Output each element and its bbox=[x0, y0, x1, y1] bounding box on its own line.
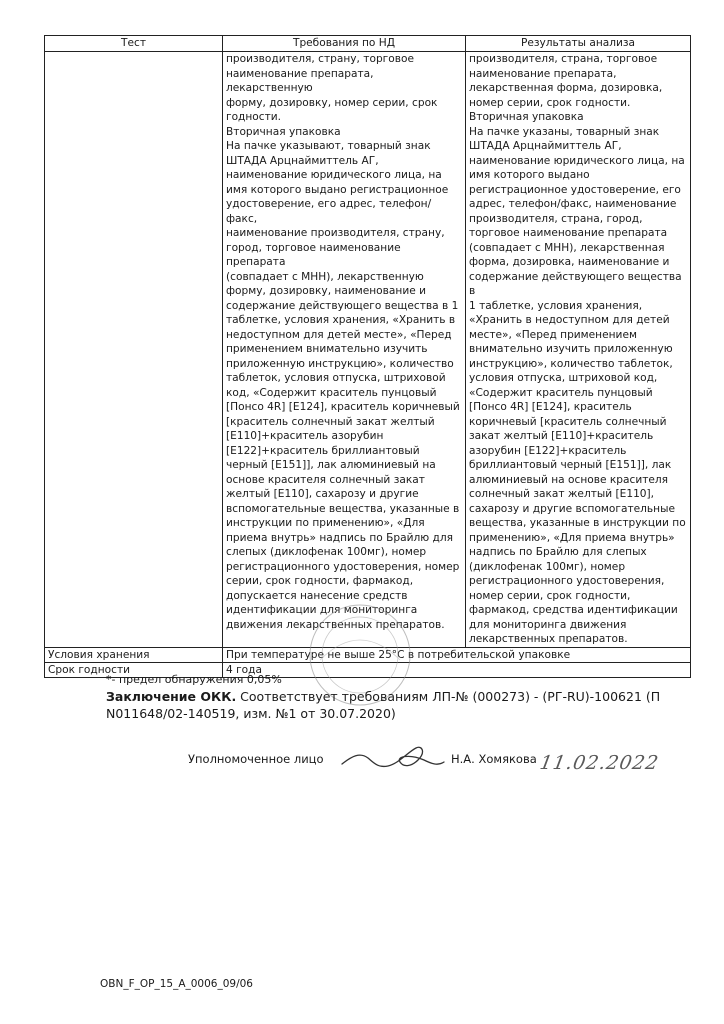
conclusion-text: Соответствует требованиям ЛП-№ (000273) - (РГ-RU)-100621 (П N011648/02-140519, изм. №1 от 30.07.2020) bbox=[106, 689, 661, 721]
cell-storage-test: Условия хранения bbox=[45, 647, 223, 662]
signer-name: Н.А. Хомякова bbox=[451, 752, 537, 766]
requirements-text: производителя, страну, торговое наименование препарата, лекарственную форму, дозировку, номер серии, срок годности. Вторичная упаковка На пачке указывают, товарный знак ШТАДА Арцнаймиттель АГ, наименование юридического лица, на имя которого выдано регистрационное удостоверение, его адрес, телефон/факс, наименование производителя, страну, город, торговое наименование препарата (совпадает с МНН), лекарственную форму, дозировку, наименование и содержание действующего вещества в 1 таблетке, условия хранения, «Хранить в недоступном для детей месте», «Перед применением внимательно изучить приложенную инструкцию», количество таблеток, условия отпуска, штриховой код, «Содержит краситель пунцовый [Понсо 4R] [E124], краситель коричневый [краситель солнечный закат желтый [E110]+краситель азорубин [E122]+краситель бриллиантовый черный [E151]], лак алюминиевый на основе красителя солнечный закат желтый [E110], сахарозу и другие вспомогательные вещества, указанные в инструкции по применению», «Для приема внутрь» надпись по Брайлю для слепых (диклофенак 100мг), номер регистрационного удостоверения, номер серии, срок годности, фармакод, допускается нанесение средств идентификации для мониторинга движения лекарственных препаратов. bbox=[226, 53, 460, 631]
cell-shelf-life-test: Срок годности bbox=[45, 662, 223, 677]
results-text: производителя, страна, торговое наименование препарата, лекарственная форма, дозировка, номер серии, срок годности. Вторичная упаковка На пачке указаны, товарный знак ШТАДА Арцнаймиттель АГ, наименование юридического лица, на имя которого выдано регистрационное удостоверение, его адрес, телефон/факс, наименование производителя, страна, город, торговое наименование препарата (совпадает с МНН), лекарственная форма, дозировка, наименование и содержание действующего вещества в 1 таблетке, условия хранения, «Хранить в недоступном для детей месте», «Перед применением внимательно изучить приложенную инструкцию», количество таблеток, условия отпуска, штриховой код, «Содержит краситель пунцовый [Понсо 4R] [E124], краситель коричневый [краситель солнечный закат желтый [E110]+краситель азорубин [E122]+краситель бриллиантовый черный [E151]], лак алюминиевый на основе красителя солнечный закат желтый [E110], сахарозу и другие вспомогательные вещества, указанные в инструкции по применению», «Для приема внутрь» надпись по Брайлю для слепых (диклофенак 100мг), номер регистрационного удостоверения, номер серии, срок годности, фармакод, средства идентификации для мониторинга движения лекарственных препаратов. bbox=[469, 53, 686, 645]
table-header-row bbox=[45, 36, 691, 52]
handwritten-date: 11.02.2022 bbox=[538, 752, 661, 774]
table-row-packaging bbox=[45, 52, 691, 648]
signer-role: Уполномоченное лицо bbox=[188, 752, 324, 766]
signature-icon bbox=[338, 738, 448, 778]
cell-test-empty bbox=[45, 52, 223, 648]
header-requirements: Требования по НД bbox=[223, 36, 466, 52]
cell-storage-value: При температуре не выше 25°С в потребительской упаковке bbox=[223, 647, 691, 662]
header-test: Тест bbox=[45, 36, 223, 52]
conclusion-label: Заключение ОКК. bbox=[106, 689, 237, 704]
form-code: OBN_F_OP_15_A_0006_09/06 bbox=[100, 978, 253, 990]
cell-shelf-life-value: 4 года bbox=[223, 662, 691, 677]
cell-requirements bbox=[223, 52, 466, 648]
footnote: *- предел обнаружения 0,05% bbox=[106, 673, 282, 686]
analysis-table bbox=[44, 35, 691, 678]
conclusion bbox=[106, 688, 686, 722]
cell-results bbox=[466, 52, 691, 648]
header-results: Результаты анализа bbox=[466, 36, 691, 52]
